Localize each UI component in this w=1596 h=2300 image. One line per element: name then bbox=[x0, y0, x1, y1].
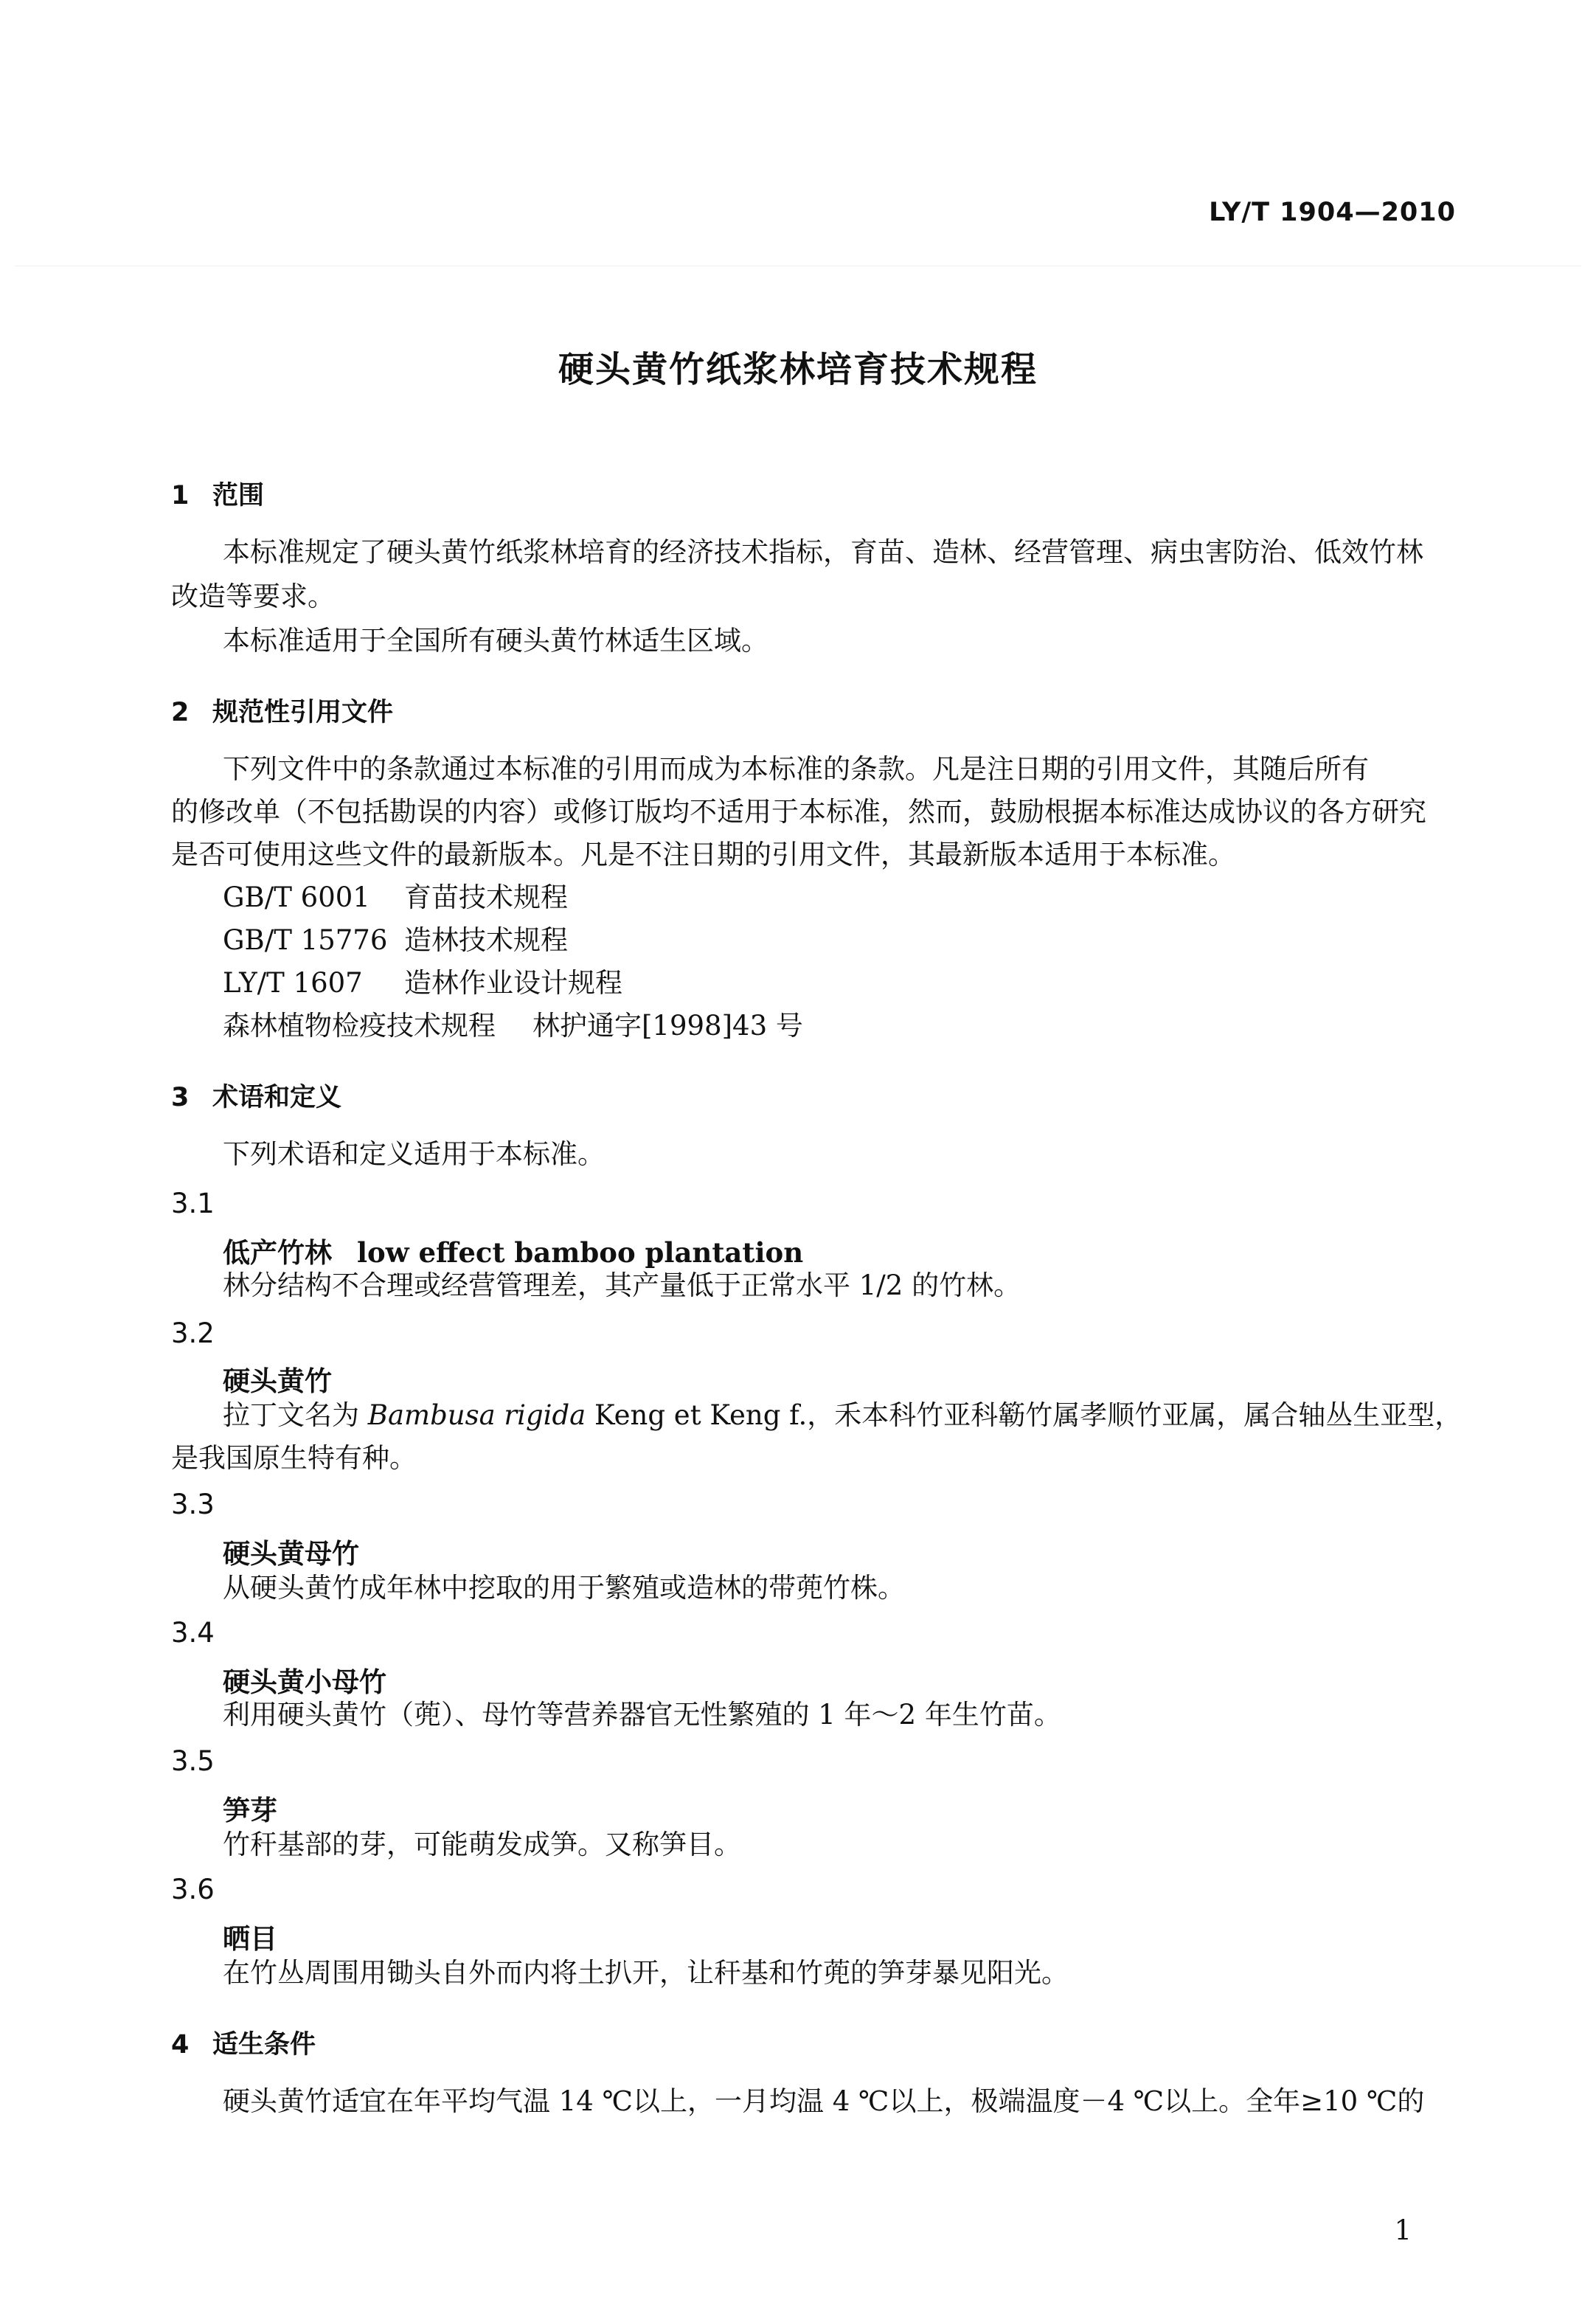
term-definition: 是我国原生特有种。 bbox=[171, 1442, 417, 1474]
subsection-number: 3.5 bbox=[171, 1745, 215, 1777]
reference-item bbox=[223, 969, 622, 997]
section-title: 范围 bbox=[212, 481, 265, 510]
paragraph-line: 下列术语和定义适用于本标准。 bbox=[223, 1138, 605, 1170]
term-name: 晒目 bbox=[223, 1923, 277, 1955]
section-number: 2 bbox=[171, 698, 190, 727]
reference-code: GB/T 6001 bbox=[223, 881, 370, 913]
term-definition: 竹秆基部的芽，可能萌发成笋。又称笋目。 bbox=[223, 1829, 741, 1860]
section-4-heading bbox=[171, 2024, 316, 2061]
reference-code: 森林植物检疫技术规程 bbox=[223, 1010, 496, 1042]
term-definition bbox=[223, 1399, 1463, 1431]
page-number: 1 bbox=[1394, 2214, 1412, 2246]
subsection-number: 3.4 bbox=[171, 1617, 215, 1649]
paragraph-line: 的修改单（不包括勘误的内容）或修订版均不适用于本标准，然而，鼓励根据本标准达成协议的各方研究 bbox=[171, 796, 1426, 828]
section-title: 术语和定义 bbox=[212, 1083, 342, 1112]
reference-item bbox=[223, 926, 568, 954]
section-1-heading bbox=[171, 475, 264, 512]
reference-title: 造林作业设计规程 bbox=[404, 967, 622, 999]
section-number: 1 bbox=[171, 481, 190, 510]
document-title: 硬头黄竹纸浆林培育技术规程 bbox=[558, 349, 1038, 390]
paragraph-line: 下列文件中的条款通过本标准的引用而成为本标准的条款。凡是注日期的引用文件，其随后所有 bbox=[223, 753, 1369, 785]
term-heading bbox=[223, 1788, 277, 1828]
reference-title: 育苗技术规程 bbox=[404, 881, 568, 913]
definition-text: 拉丁文名为 bbox=[223, 1399, 368, 1431]
term-name: 笋芽 bbox=[223, 1795, 277, 1826]
reference-title: 林护通字[1998]43 号 bbox=[532, 1010, 803, 1042]
term-definition: 利用硬头黄竹（蔸）、母竹等营养器官无性繁殖的 1 年～2 年生竹苗。 bbox=[223, 1699, 1061, 1731]
paragraph-line: 硬头黄竹适宜在年平均气温 14 ℃以上，一月均温 4 ℃以上，极端温度－4 ℃以上。全年≥10 ℃的 bbox=[223, 2085, 1425, 2117]
reference-code: LY/T 1607 bbox=[223, 967, 363, 999]
section-3-heading bbox=[171, 1077, 341, 1114]
term-name: 硬头黄竹 bbox=[223, 1365, 332, 1397]
term-definition: 在竹丛周围用锄头自外而内将土扒开，让秆基和竹蔸的笋芽暴见阳光。 bbox=[223, 1957, 1069, 1989]
subsection-number: 3.6 bbox=[171, 1874, 215, 1905]
term-name: 低产竹林 bbox=[223, 1237, 332, 1269]
section-number: 3 bbox=[171, 1083, 190, 1112]
term-heading bbox=[223, 1531, 359, 1571]
subsection-number: 3.3 bbox=[171, 1489, 215, 1520]
paragraph-line: 本标准规定了硬头黄竹纸浆林培育的经济技术指标，育苗、造林、经营管理、病虫害防治、低效竹林 bbox=[223, 536, 1423, 568]
term-name: 硬头黄小母竹 bbox=[223, 1666, 386, 1698]
term-heading bbox=[223, 1660, 386, 1700]
term-definition: 从硬头黄竹成年林中挖取的用于繁殖或造林的带蔸竹株。 bbox=[223, 1572, 905, 1604]
subsection-number: 3.2 bbox=[171, 1317, 215, 1349]
term-name: 硬头黄母竹 bbox=[223, 1538, 359, 1570]
term-heading bbox=[223, 1359, 332, 1399]
term-heading bbox=[223, 1916, 277, 1956]
term-definition: 林分结构不合理或经营管理差，其产量低于正常水平 1/2 的竹林。 bbox=[223, 1269, 1021, 1301]
latin-name: Bambusa rigida bbox=[367, 1399, 586, 1431]
paragraph-line: 本标准适用于全国所有硬头黄竹林适生区域。 bbox=[223, 625, 768, 657]
reference-item bbox=[223, 881, 568, 913]
section-title: 规范性引用文件 bbox=[212, 698, 394, 727]
standard-code: LY/T 1904—2010 bbox=[1209, 198, 1456, 227]
reference-code: GB/T 15776 bbox=[223, 924, 388, 956]
section-2-heading bbox=[171, 692, 393, 729]
definition-text: Keng et Keng f.，禾本科竹亚科簕竹属孝顺竹亚属，属合轴丛生亚型， bbox=[586, 1399, 1463, 1431]
reference-title: 造林技术规程 bbox=[404, 924, 568, 956]
term-english: low effect bamboo plantation bbox=[357, 1236, 804, 1269]
paragraph-line: 是否可使用这些文件的最新版本。凡是不注日期的引用文件，其最新版本适用于本标准。 bbox=[171, 839, 1235, 870]
subsection-number: 3.1 bbox=[171, 1188, 215, 1219]
reference-item bbox=[223, 1010, 803, 1042]
paragraph-line: 改造等要求。 bbox=[171, 581, 335, 612]
section-number: 4 bbox=[171, 2030, 190, 2060]
section-title: 适生条件 bbox=[212, 2030, 316, 2060]
term-heading bbox=[223, 1230, 803, 1270]
